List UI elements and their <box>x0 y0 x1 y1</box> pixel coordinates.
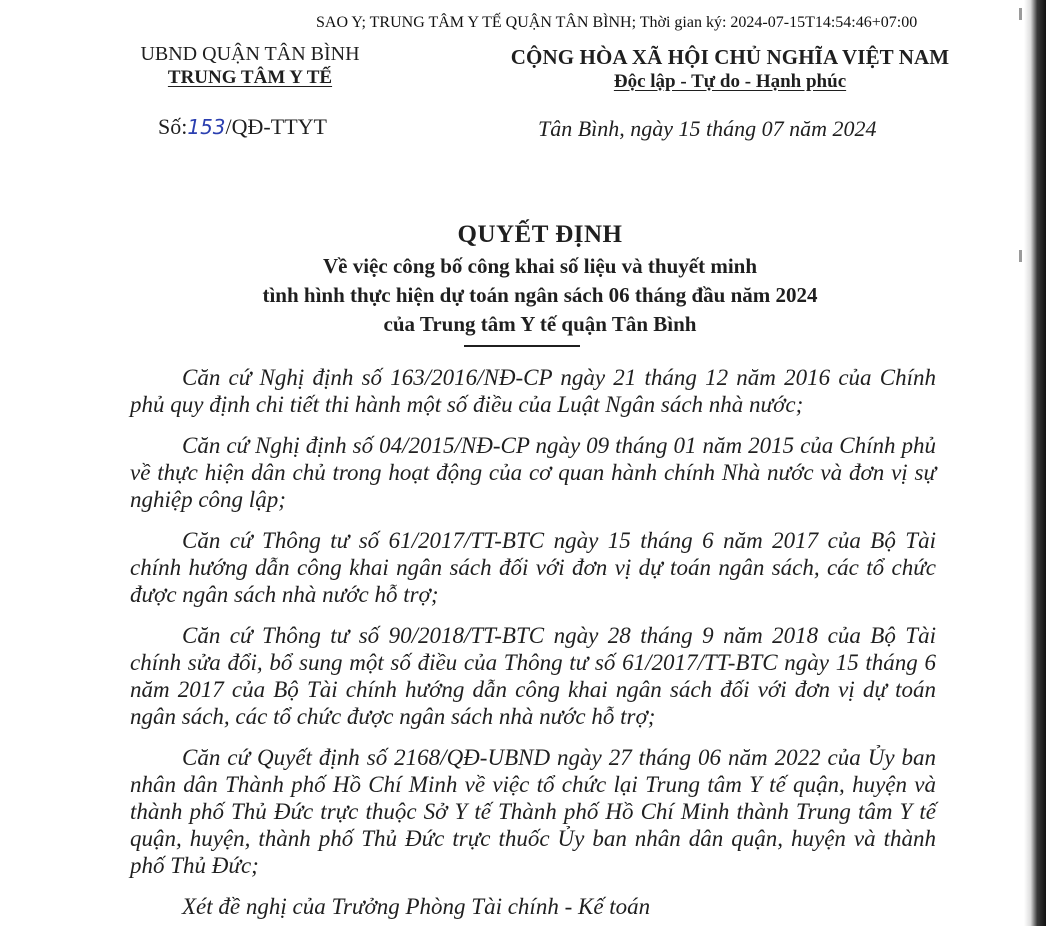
paragraph: Căn cứ Nghị định số 04/2015/NĐ-CP ngày 09 tháng 01 năm 2015 của Chính phủ về thực hiện dân chủ trong hoạt động của cơ quan hành chính Nhà nước và đơn vị sự nghiệp công lập; <box>130 433 936 512</box>
authority-name: TRUNG TÂM Y TẾ <box>167 67 333 88</box>
motto: Độc lập - Tự do - Hạnh phúc <box>613 71 847 92</box>
authority-parent: UBND QUẬN TÂN BÌNH <box>140 43 360 65</box>
scan-mark <box>1019 250 1022 262</box>
national-motto <box>480 44 980 94</box>
title-line-1: Về việc công bố công khai số liệu và thuyết minh <box>322 254 758 278</box>
paragraph: Xét đề nghị của Trưởng Phòng Tài chính - Kế toán <box>182 894 651 919</box>
legal-basis <box>130 364 936 926</box>
title-line-2: tình hình thực hiện dự toán ngân sách 06 tháng đầu năm 2024 <box>262 283 818 307</box>
doc-number-suffix: /QĐ-TTYT <box>225 114 327 139</box>
document-number <box>158 114 327 140</box>
paragraph: Căn cứ Thông tư số 61/2017/TT-BTC ngày 15 tháng 6 năm 2017 của Bộ Tài chính hướng dẫn công khai ngân sách đối với đơn vị dự toán ngân sách, các tổ chức được ngân sách nhà nước hỗ trợ; <box>130 528 936 607</box>
country-name: CỘNG HÒA XÃ HỘI CHỦ NGHĨA VIỆT NAM <box>510 45 950 69</box>
doc-number-handwritten: 153 <box>187 115 226 139</box>
decision-title <box>150 218 930 339</box>
title-underline <box>464 345 580 347</box>
issuing-authority <box>120 42 380 90</box>
paragraph: Căn cứ Nghị định số 163/2016/NĐ-CP ngày 21 tháng 12 năm 2016 của Chính phủ quy định chi tiết thi hành một số điều của Luật Ngân sách nhà nước; <box>130 365 936 417</box>
digital-signature-line: SAO Y; TRUNG TÂM Y TẾ QUẬN TÂN BÌNH; Thời gian ký: 2024-07-15T14:54:46+07:00 <box>316 14 918 31</box>
scan-mark <box>1019 8 1022 20</box>
doc-number-prefix: Số: <box>158 114 188 139</box>
paragraph: Căn cứ Quyết định số 2168/QĐ-UBND ngày 27 tháng 06 năm 2022 của Ủy ban nhân dân Thành phố Hồ Chí Minh về việc tổ chức lại Trung tâm Y tế quận, huyện và thành phố Thủ Đức trực thuộc Sở Y tế Thành phố Hồ Chí Minh thành Trung tâm Y tế quận, huyện, thành phố Thủ Đức trực thuốc Ủy ban nhân dân quận, huyện và thành phố Thủ Đức; <box>130 745 936 878</box>
place-and-date: Tân Bình, ngày 15 tháng 07 năm 2024 <box>538 116 877 141</box>
title-main: QUYẾT ĐỊNH <box>457 221 623 248</box>
scan-border <box>1024 0 1046 926</box>
paragraph: Căn cứ Thông tư số 90/2018/TT-BTC ngày 28 tháng 9 năm 2018 của Bộ Tài chính sửa đổi, bổ sung một số điều của Thông tư số 61/2017/TT-BTC ngày 15 tháng 6 năm 2017 của Bộ Tài chính hướng dẫn công khai ngân sách đối với đơn vị dự toán ngân sách, các tổ chức được ngân sách nhà nước hỗ trợ; <box>130 623 936 729</box>
title-line-3: của Trung tâm Y tế quận Tân Bình <box>383 312 697 336</box>
